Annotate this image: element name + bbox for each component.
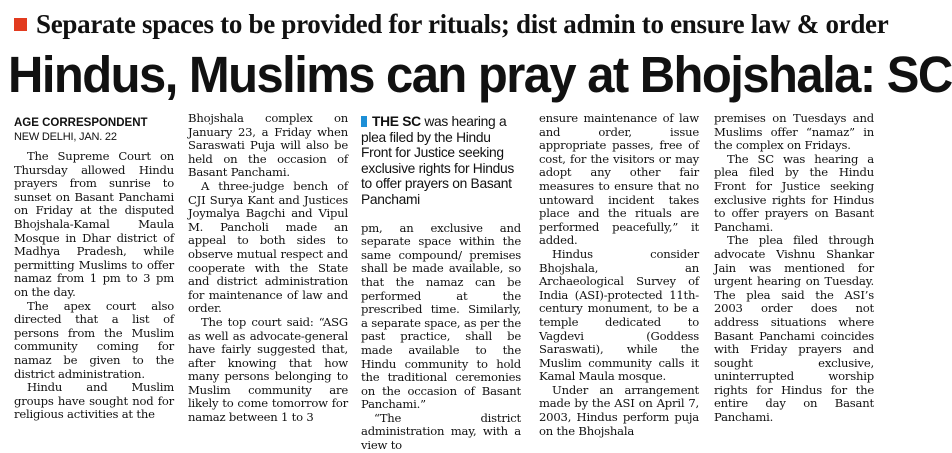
paragraph: Under an arrangement made by the ASI on April 7, 2003, Hindus perform puja on the Bhojshala (539, 382, 699, 438)
kicker (14, 6, 889, 42)
article-column-2 (188, 111, 348, 425)
headline: Hindus, Muslims can pray at Bhojshala: SC (8, 46, 952, 103)
kicker-bullet-icon (14, 18, 27, 31)
paragraph: The top court said: “ASG as well as advocate-general have fairly suggested that, after knowing that how many persons belonging to Muslim community are likely to come tomorrow for namaz between 1 to 3 (188, 314, 348, 425)
byline: AGE CORRESPONDENT (14, 117, 148, 129)
pull-quote-marker-icon (361, 116, 367, 127)
paragraph: Hindu and Muslim groups have sought nod for religious activities at the (14, 380, 174, 422)
paragraph: The apex court also directed that a list of persons from the Muslim community coming for namaz be given to the district administration. (14, 298, 174, 381)
paragraph: The SC was hearing a plea filed by the Hindu Front for Justice seeking exclusive rights for Hindus to offer prayers on Basant Panchami. (714, 151, 874, 234)
paragraph: The plea filed through advocate Vishnu Shankar Jain was mentioned for urgent hearing on Tuesday. The plea said the ASI’s 2003 order does not address situations where Basant Panchami coincides with Friday prayers and sought exclusive, uninterrupted worship rights for Hindus for the entire day on Basant Panchami. (714, 233, 874, 425)
article-column-3 (361, 112, 521, 453)
paragraph: Bhojshala complex on January 23, a Friday when Saraswati Puja will also be held on the occasion of Basant Panchami. (188, 111, 348, 180)
paragraph: Hindus consider Bhojshala, an Archaeological Survey of India (ASI)-protected 11th-century monument, to be a temple dedicated to Vagdevi (Goddess Saraswati), while the Muslim community calls it Kamal Maula mosque. (539, 246, 699, 384)
paragraph: The Supreme Court on Thursday allowed Hindu prayers from sunrise to sunset on Basant Panchami on Friday at the disputed Bhojshala-Kamal Maula Mosque in Dhar district of Madhya Pradesh, while permitting Muslims to offer namaz from 1 pm to 3 pm on the day. (14, 149, 174, 299)
pull-quote-lead: THE SC (372, 114, 421, 129)
paragraph: ensure maintenance of law and order, issue appropriate passes, free of cost, for the visitors or may adopt any other fair measures to ensure that no untoward incident takes place and the rituals are performed peacefully,” it added. (539, 111, 699, 248)
dateline: NEW DELHI, JAN. 22 (14, 131, 117, 143)
article-column-1 (14, 112, 174, 422)
kicker-text: Separate spaces to be provided for rituals; dist admin to ensure law & order (36, 8, 889, 39)
paragraph: pm, an exclusive and separate space within the same compound/ premises shall be made available, so that the namaz can be performed at the prescribed time. Similarly, a separate space, as per the past practice, shall be made available to the Hindu community to hold the traditional ceremonies on the occasion of Basant Panchami.” (361, 220, 521, 412)
paragraph: “The district administration may, with a view to (361, 410, 521, 453)
article-column-4 (539, 111, 699, 438)
paragraph: A three-judge bench of CJI Surya Kant and Justices Joymalya Bagchi and Vipul M. Pancholi made an appeal to both sides to observe mutual respect and cooperate with the State and district administration for maintenance of law and order. (188, 178, 348, 316)
pull-quote-text: was hearing a plea filed by the Hindu Front for Justice seeking exclusive rights for Hindus to offer prayers on Basant Panchami (361, 114, 514, 207)
pull-quote (361, 114, 521, 208)
paragraph: premises on Tuesdays and Muslims offer “namaz” in the complex on Fridays. (714, 111, 874, 153)
article-column-5 (714, 111, 874, 425)
